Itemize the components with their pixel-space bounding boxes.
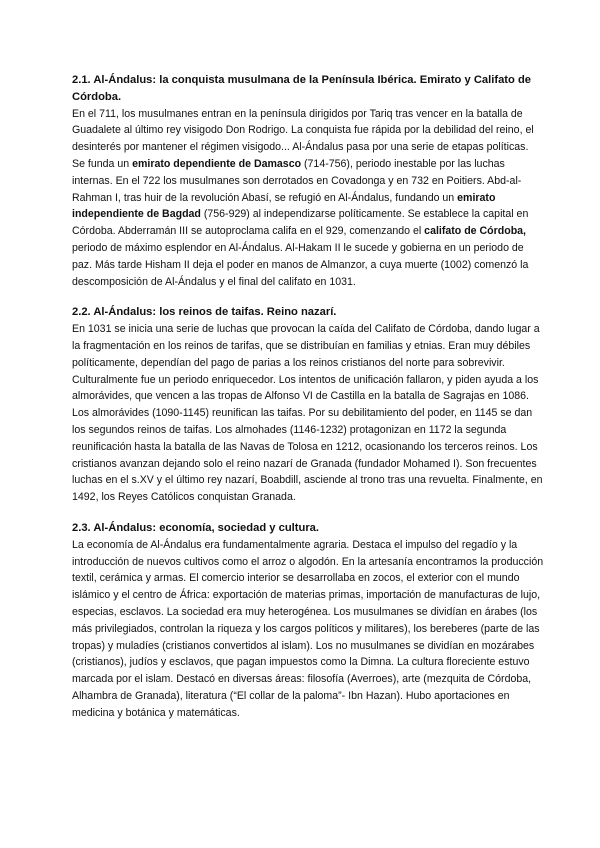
section-paragraph <box>72 321 544 506</box>
section-title: 2.3. Al-Ándalus: economía, sociedad y cultura. <box>72 521 320 534</box>
bold-term-emirato-independiente: emirato independiente de Bagdad <box>72 191 496 221</box>
section-reinos-taifas <box>72 304 544 506</box>
text-run: (714-756), periodo inestable por las luchas internas. En el 722 los musulmanes son derrotados en Covadonga y en 732 en Poitiers. Abd-al-Rahman I, tras huir de la revolución Abasí, se refugió en Al-Ándalus, fundando un <box>72 157 522 204</box>
section-title: 2.2. Al-Ándalus: los reinos de taifas. Reino nazarí. <box>72 306 337 319</box>
section-economia-sociedad-cultura <box>72 520 544 722</box>
text-run: En el 711, los musulmanes entran en la península dirigidos por Tariq tras vencer en la batalla de Guadalete al último rey visigodo Don Rodrigo. La conquista fue rápida por la debilidad del reino, el desinterés por mantener el régimen visigodo... Al-Ándalus pasa por una serie de etapas políticas. Se funda un <box>72 107 534 170</box>
bold-term-califato-cordoba: califato de Córdoba, <box>424 225 527 238</box>
text-run: periodo de máximo esplendor en Al-Ándalus. Al-Hakam II le sucede y gobierna en un periodo de paz. Más tarde Hisham II deja el poder en manos de Almanzor, a cuya muerte (1002) comenzó la descomposición de Al-Ándalus y el final del califato en 1031. <box>72 241 529 288</box>
text-run: En 1031 se inicia una serie de luchas que provocan la caída del Califato de Córdoba, dando lugar a la fragmentación en los reinos de tarifas, que se distribuían en familias y etnias. Eran muy débiles políticamente, dependían del pago de parias a los reinos cristianos del norte para sobrevivir. Culturalmente fue un periodo enriquecedor. Los intentos de unificación fallaron, y piden ayuda a los almorávides, que vencen a las tropas de Alfonso VI de Castilla en la batalla de Sagrajas en 1086. Los almorávides (1090-1145) reunifican las taifas. Por su debilitamiento del poder, en 1145 se dan los segundos reinos de taifas. Los almohades (1146-1232) protagonizan en 1172 la segunda reunificación hasta la batalla de las Navas de Tolosa en 1212, ocasionando los terceros reinos. Los cristianos avanzan dejando solo el reino nazarí de Granada (fundador Mohamed I). Son frecuentes luchas en el s.XV y el último rey nazarí, Boabdill, asciende al trono tras una revuelta. Finalmente, en 1492, los Reyes Católicos conquistan Granada. <box>72 323 543 504</box>
section-emirato-califato <box>72 72 544 290</box>
section-paragraph <box>72 106 544 291</box>
bold-term-emirato-damasco: emirato dependiente de Damasco <box>132 157 302 170</box>
text-run: La economía de Al-Ándalus era fundamentalmente agraria. Destaca el impulso del regadío y la introducción de nuevos cultivos como el arroz o algodón. En la artesanía encontramos la producción textil, cerámica y armas. El comercio interior se desarrollaba en zocos, el exterior con el mundo islámico y el centro de África: exportación de materias primas, importación de manufacturas de lujo, especias, esclavos. La sociedad era muy heterogénea. Los musulmanes se dividían en árabes (los más privilegiados, controlan la riqueza y los cargos políticos y militares), los bereberes (parte de las tropas) y muladíes (cristianos convertidos al islam). Los no musulmanes se dividían en mozárabes (cristianos), judíos y esclavos, que pagan impuestos como la Dimna. La cultura floreciente estuvo marcada por el islam. Destacó en diversas áreas: filosofía (Averroes), arte (mezquita de Córdoba, Alhambra de Granada), literatura (“El collar de la paloma”- Ibn Hazan). Hubo aportaciones en medicina y botánica y matemáticas. <box>72 538 544 719</box>
text-run: (756-929) al independizarse políticamente. Se establece la capital en Córdoba. Abderramán III se autoproclama califa en el 929, comenzando el <box>72 208 529 238</box>
section-paragraph <box>72 537 544 722</box>
section-title: 2.1. Al-Ándalus: la conquista musulmana de la Península Ibérica. Emirato y Califato de Córdoba. <box>72 74 532 103</box>
